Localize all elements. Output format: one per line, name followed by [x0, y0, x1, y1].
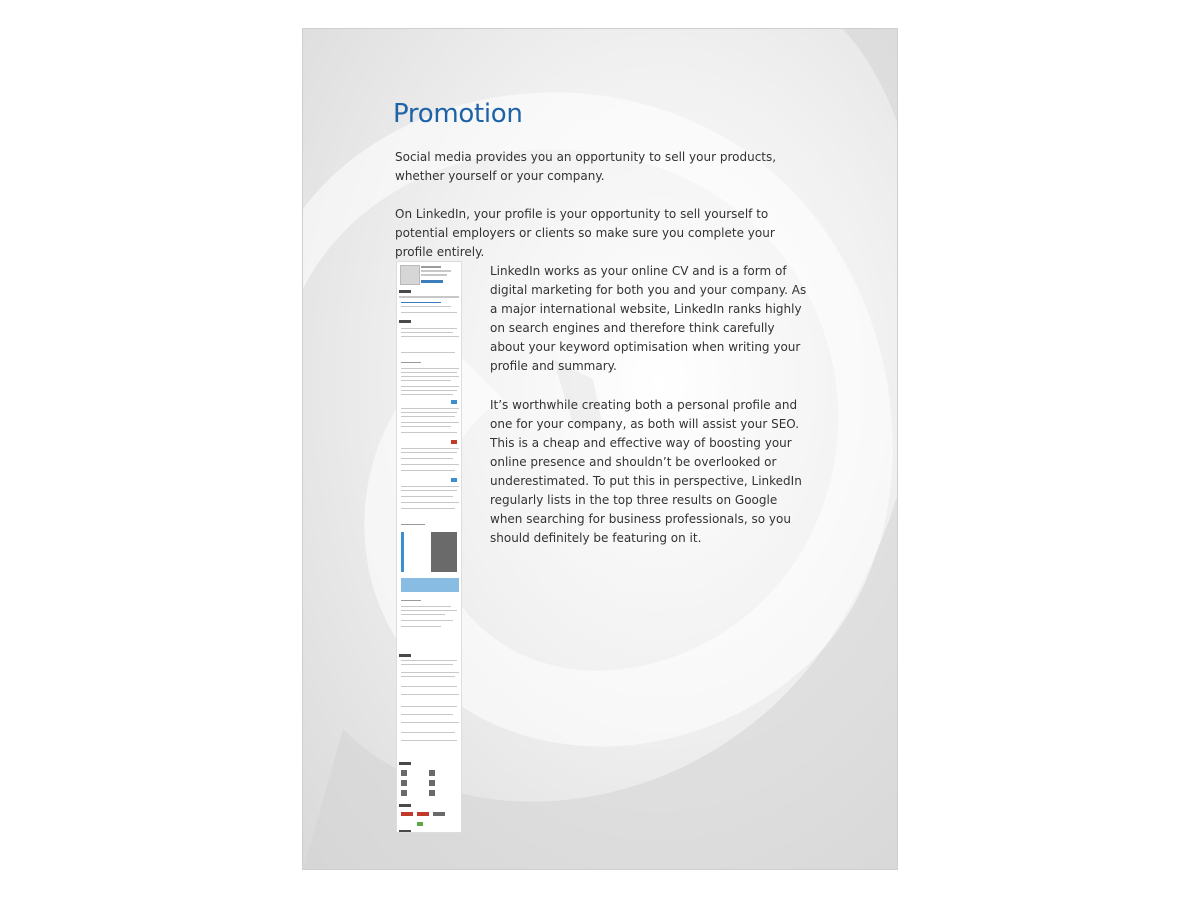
linkedin-seo-paragraph: It’s worthwhile creating both a personal profile and one for your company, as both will assist your SEO. This is a cheap and effective way of boosting your online presence and shouldn’t be overlooked or underestimated. To put this in perspective, LinkedIn regularly lists in the top three results on Google when searching for business professionals, so you should definitely be featuring on it.: [490, 398, 802, 545]
linkedin-profile-paragraph: On LinkedIn, your profile is your opportunity to sell yourself to potential employers or clients so make sure you complete your profile entirely.: [395, 207, 775, 259]
page-title: Promotion: [393, 99, 523, 129]
intro-paragraph: Social media provides you an opportunity to sell your products, whether yourself or your company.: [395, 150, 777, 183]
document-page: [302, 28, 898, 870]
linkedin-profile-screenshot: [396, 261, 462, 833]
linkedin-cv-paragraph: LinkedIn works as your online CV and is a form of digital marketing for both you and your company. As a major international website, LinkedIn ranks highly on search engines and therefore think carefully about your keyword optimisation when writing your profile and summary.: [490, 264, 807, 373]
profile-avatar-thumbnail: [400, 265, 420, 285]
